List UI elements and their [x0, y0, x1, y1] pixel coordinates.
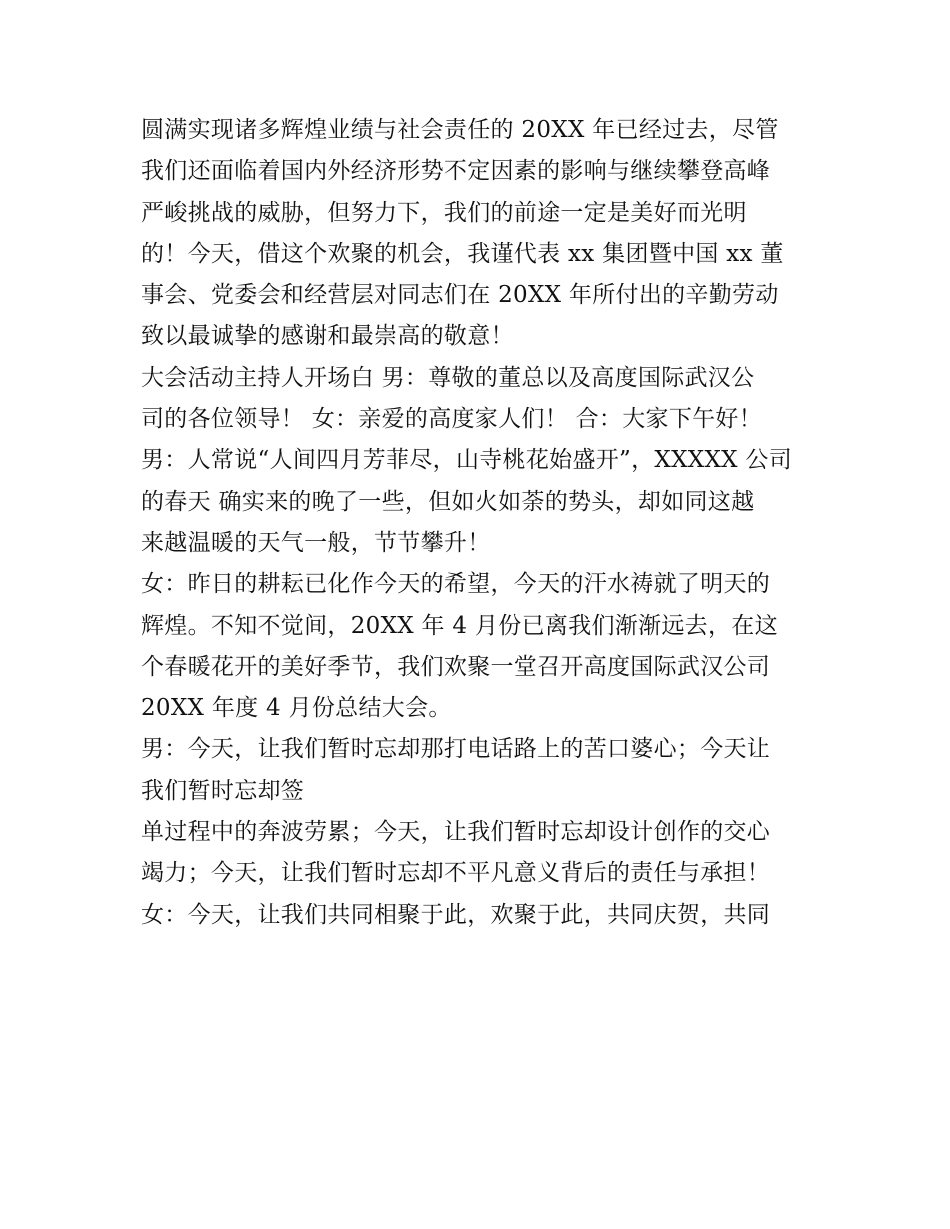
text-line: 的！今天，借这个欢聚的机会，我谨代表 xx 集团暨中国 xx 董	[141, 240, 784, 267]
text-line: 致以最诚挚的感谢和最崇高的敬意！	[141, 323, 514, 350]
document-body	[141, 110, 821, 936]
text-line: 我们暂时忘却签	[141, 777, 305, 804]
text-line: 男：人常说“人间四月芳菲尽，山寺桃花始盛开”，XXXXX 公司	[141, 447, 792, 474]
text-line: 辉煌。不知不觉间，20XX 年 4 月份已离我们渐渐远去，在这	[141, 612, 778, 639]
text-line: 单过程中的奔波劳累；今天，让我们暂时忘却设计创作的交心	[141, 819, 771, 846]
text-line: 的春天 确实来的晚了一些，但如火如荼的势头，却如同这越	[141, 488, 755, 515]
text-line: 严峻挑战的威胁，但努力下，我们的前途一定是美好而光明	[141, 199, 747, 226]
text-line: 事会、党委会和经营层对同志们在 20XX 年所付出的辛勤劳动	[141, 282, 779, 309]
text-line: 圆满实现诸多辉煌业绩与社会责任的 20XX 年已经过去，尽管	[141, 117, 779, 143]
text-line: 司的各位领导！ 女：亲爱的高度家人们！ 合：大家下午好！	[141, 406, 763, 433]
text-line: 竭力；今天，让我们暂时忘却不平凡意义背后的责任与承担！	[141, 860, 771, 887]
text-line: 女：昨日的耕耘已化作今天的希望，今天的汗水祷就了明天的	[141, 571, 771, 598]
text-line: 个春暖花开的美好季节，我们欢聚一堂召开高度国际武汉公司	[141, 653, 771, 680]
text-line: 大会活动主持人开场白 男：尊敬的董总以及高度国际武汉公	[141, 364, 755, 391]
text-line: 来越温暖的天气一般，节节攀升！	[141, 529, 491, 556]
text-line: 男：今天，让我们暂时忘却那打电话路上的苦口婆心；今天让	[141, 736, 771, 763]
text-line: 女：今天，让我们共同相聚于此，欢聚于此，共同庆贺，共同	[141, 901, 771, 928]
text-line: 我们还面临着国内外经济形势不定因素的影响与继续攀登高峰	[141, 158, 771, 185]
text-line: 20XX 年度 4 月份总结大会。	[141, 695, 452, 722]
